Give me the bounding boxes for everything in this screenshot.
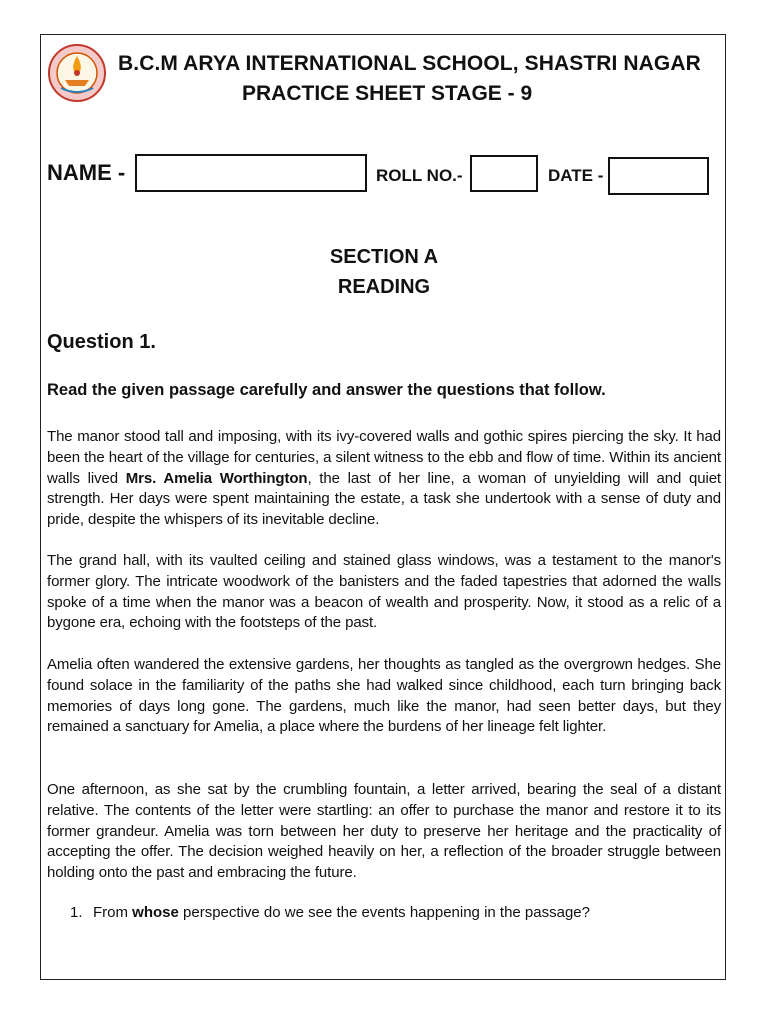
passage-text: , the last of her line, a woman of unyielding will and quiet strength. Her days were spent maintaining the estate, a task she undertook with a sense of duty and pride, despite the whispers of its inevitable decline. <box>47 469 722 529</box>
question-instruction: Read the given passage carefully and answer the questions that follow. <box>47 381 606 399</box>
question-heading: Question 1. <box>47 331 156 353</box>
roll-no-field[interactable] <box>470 155 538 192</box>
date-label: DATE - <box>548 166 604 185</box>
roll-no-label: ROLL NO.- <box>376 166 463 185</box>
section-subtitle: READING <box>337 276 431 298</box>
school-name: B.C.M ARYA INTERNATIONAL SCHOOL, SHASTRI NAGAR <box>118 52 701 75</box>
passage-paragraph-3: Amelia often wandered the extensive gardens, her thoughts as tangled as the overgrown hedges. She found solace in the familiarity of the paths she had walked since childhood, each turn bringing back memories of days long gone. The gardens, much like the manor, had seen better days, but they remained a sanctuary for Amelia, a place where the burdens of her lineage felt lighter. <box>47 656 721 736</box>
question-text: From <box>93 904 133 921</box>
name-label: NAME - <box>47 160 126 185</box>
character-name: Mrs. Amelia Worthington <box>125 469 308 487</box>
passage-paragraph-2: The grand hall, with its vaulted ceiling and stained glass windows, was a testament to the manor's former glory. The intricate woodwork of the banisters and the faded tapestries that adorned the walls spoke of a time when the manor was a beacon of wealth and prosperity. Now, it stood as a relic of a bygone era, echoing with the footsteps of the past. <box>47 552 721 632</box>
section-title: SECTION A <box>329 246 439 268</box>
date-field[interactable] <box>608 157 709 195</box>
question-emphasis: whose <box>132 904 179 921</box>
question-text: perspective do we see the events happening in the passage? <box>178 904 590 921</box>
question-number: 1. <box>70 904 83 921</box>
sheet-title: PRACTICE SHEET STAGE - 9 <box>242 82 533 105</box>
question-item <box>70 904 590 921</box>
passage-paragraph-1 <box>47 427 721 531</box>
school-logo <box>47 42 107 104</box>
passage-text: The manor stood tall and imposing, with its ivy-covered walls and gothic spires piercing the sky. It had been the heart of the village for centuries, a silent witness to the ebb and flow of time. Within its ancient walls lived <box>47 428 721 487</box>
passage-paragraph-4: One afternoon, as she sat by the crumbling fountain, a letter arrived, bearing the seal of a distant relative. The contents of the letter were startling: an offer to purchase the manor and restore it to its former grandeur. Amelia was torn between her duty to preserve her heritage and the practicality of accepting the offer. The decision weighed heavily on her, a reflection of the broader struggle between holding onto the past and embracing the future. <box>47 781 721 882</box>
name-field[interactable] <box>135 154 367 192</box>
